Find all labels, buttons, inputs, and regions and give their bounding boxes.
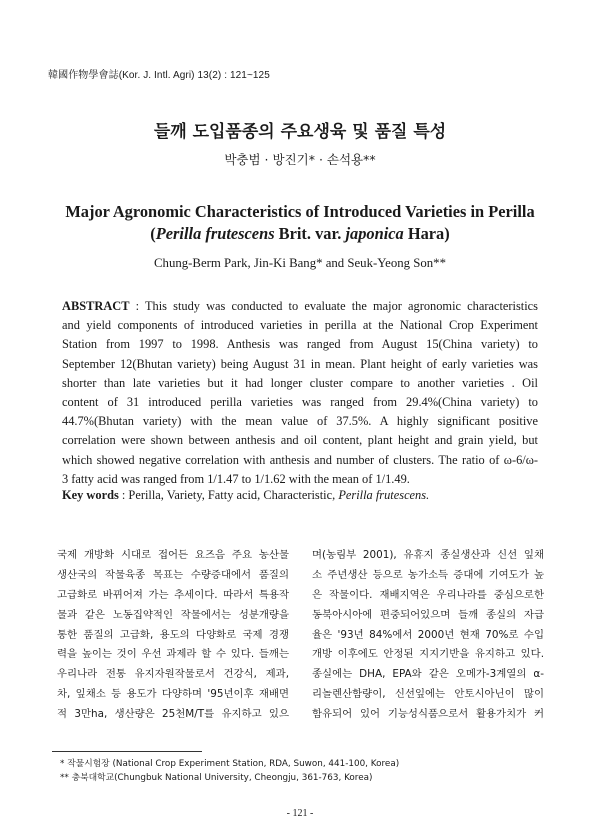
footnote-affiliation-1: * 작물시험장 (National Crop Experiment Station, RDA, Suwon, 441-100, Korea) — [60, 759, 400, 769]
footnote-affiliation-2: ** 충북대학교(Chungbuk National University, Cheongju, 361-763, Korea) — [60, 773, 373, 783]
footnote-divider — [52, 751, 202, 752]
body-line: 생산국의 작물육종 목표는 수량증대에서 품질의 — [57, 568, 289, 581]
body-line: 개방 이후에도 안정된 지지기반을 유지하고 있다. — [312, 648, 544, 661]
abstract-label: ABSTRACT — [62, 299, 130, 313]
body-line: 리놀렌산함량이, 신선잎에는 안토시아닌이 많이 — [312, 688, 544, 701]
title-mid: Brit. var. — [274, 224, 346, 243]
title-variety: japonica — [345, 224, 404, 243]
body-line: 국제 개방화 시대로 접어든 요즈음 주요 농산물 — [57, 549, 289, 561]
keywords-species: Perilla frutescens. — [338, 488, 430, 502]
body-line: 물과 같은 노동집약적인 작물에서는 성분개량을 — [57, 608, 289, 621]
abstract-line: correlation were shown between anthesis and oil content, plant height and grain yield, but — [62, 433, 538, 448]
abstract — [62, 297, 538, 489]
body-line: 력을 높이는 것이 우선 과제라 할 수 있다. 들깨는 — [57, 648, 289, 661]
abstract-line: content of 31 introduced perilla varieties was ranged from 29.4%(China variety) to — [62, 394, 538, 409]
journal-citation: 韓國作物學會誌(Kor. J. Intl. Agri) 13(2) : 121~125 — [48, 70, 270, 81]
english-authors: Chung-Berm Park, Jin-Ki Bang* and Seuk-Yeong Son** — [154, 256, 446, 270]
body-line: 동북아시아에 편중되어있으며 들깨 종실의 자급 — [312, 608, 544, 621]
abstract-line: ABSTRACT : This study was conducted to evaluate the major agronomic characteristics — [62, 299, 538, 313]
keywords — [62, 488, 429, 503]
abstract-line: 44.7%(Bhutan variety) with the mean value of 37.5%. A highly significant positive — [62, 414, 538, 429]
body-line: 함유되어 있어 기능성식품으로서 활용가치가 커 — [312, 708, 544, 721]
body-column-left — [57, 546, 289, 725]
body-line: 적 3만ha, 생산량은 25천M/T를 유지하고 있으 — [57, 708, 289, 721]
korean-authors: 박충범 · 방진기* · 손석용** — [224, 152, 376, 167]
english-title-line1: Major Agronomic Characteristics of Introduced Varieties in Perilla — [65, 202, 535, 221]
keywords-label: Key words — [62, 488, 119, 502]
title-species: Perilla frutescens — [155, 224, 275, 243]
abstract-line: which showed negative correlation with anthesis and number of clusters. The ratio of ω-6/ω- — [62, 452, 538, 467]
abstract-line: 3 fatty acid was ranged from 1/1.47 to 1/1.62 with the mean of 1/1.49. — [62, 471, 410, 486]
abstract-line: and yield components of introduced varieties in perilla at the National Crop Experiment — [62, 318, 538, 333]
title-end: Hara) — [403, 224, 450, 243]
english-title — [0, 201, 600, 245]
body-line: 차, 잎채소 등 용도가 다양하며 '95년이후 재배면 — [57, 688, 289, 701]
footnotes — [60, 757, 399, 785]
page-number: - 121 - — [286, 808, 314, 819]
abstract-line: Station from 1997 to 1998. Anthesis was ranged from August 15(China variety) to — [62, 337, 538, 352]
abstract-line: shorter than late varieties but it had longer cluster compare to another varieties . Oil — [62, 375, 538, 390]
keywords-text: : Perilla, Variety, Fatty acid, Characteristic, — [118, 488, 339, 502]
english-title-line2 — [0, 223, 600, 245]
body-line: 소 주년생산 등으로 농가소득 증대에 기여도가 높 — [312, 568, 544, 581]
body-column-right — [312, 546, 544, 725]
title-open-paren: ( — [150, 224, 156, 243]
body-line: 우리나라 전통 유지자원작물로서 건강식, 제과, — [57, 668, 289, 681]
body-line: 며(농림부 2001), 유휴지 종실생산과 신선 잎채 — [312, 549, 544, 561]
body-line: 종실에는 DHA, EPA와 같은 오메가-3계열의 α- — [312, 668, 544, 681]
korean-title: 들깨 도입품종의 주요생육 및 품질 특성 — [153, 122, 447, 142]
body-line: 은 작물이다. 재배지역은 우리나라를 중심으로한 — [312, 588, 544, 601]
body-line: 율은 '93년 84%에서 2000년 현재 70%로 수입 — [312, 628, 544, 641]
abstract-line: September 12(Bhutan variety) being August 31 in mean. Plant height of early varieties was — [62, 356, 538, 371]
body-line: 고급화로 바뀌어져 가는 추세이다. 따라서 특용작 — [57, 588, 289, 601]
body-line: 통한 품질의 고급화, 용도의 다양화로 국제 경쟁 — [57, 628, 289, 641]
